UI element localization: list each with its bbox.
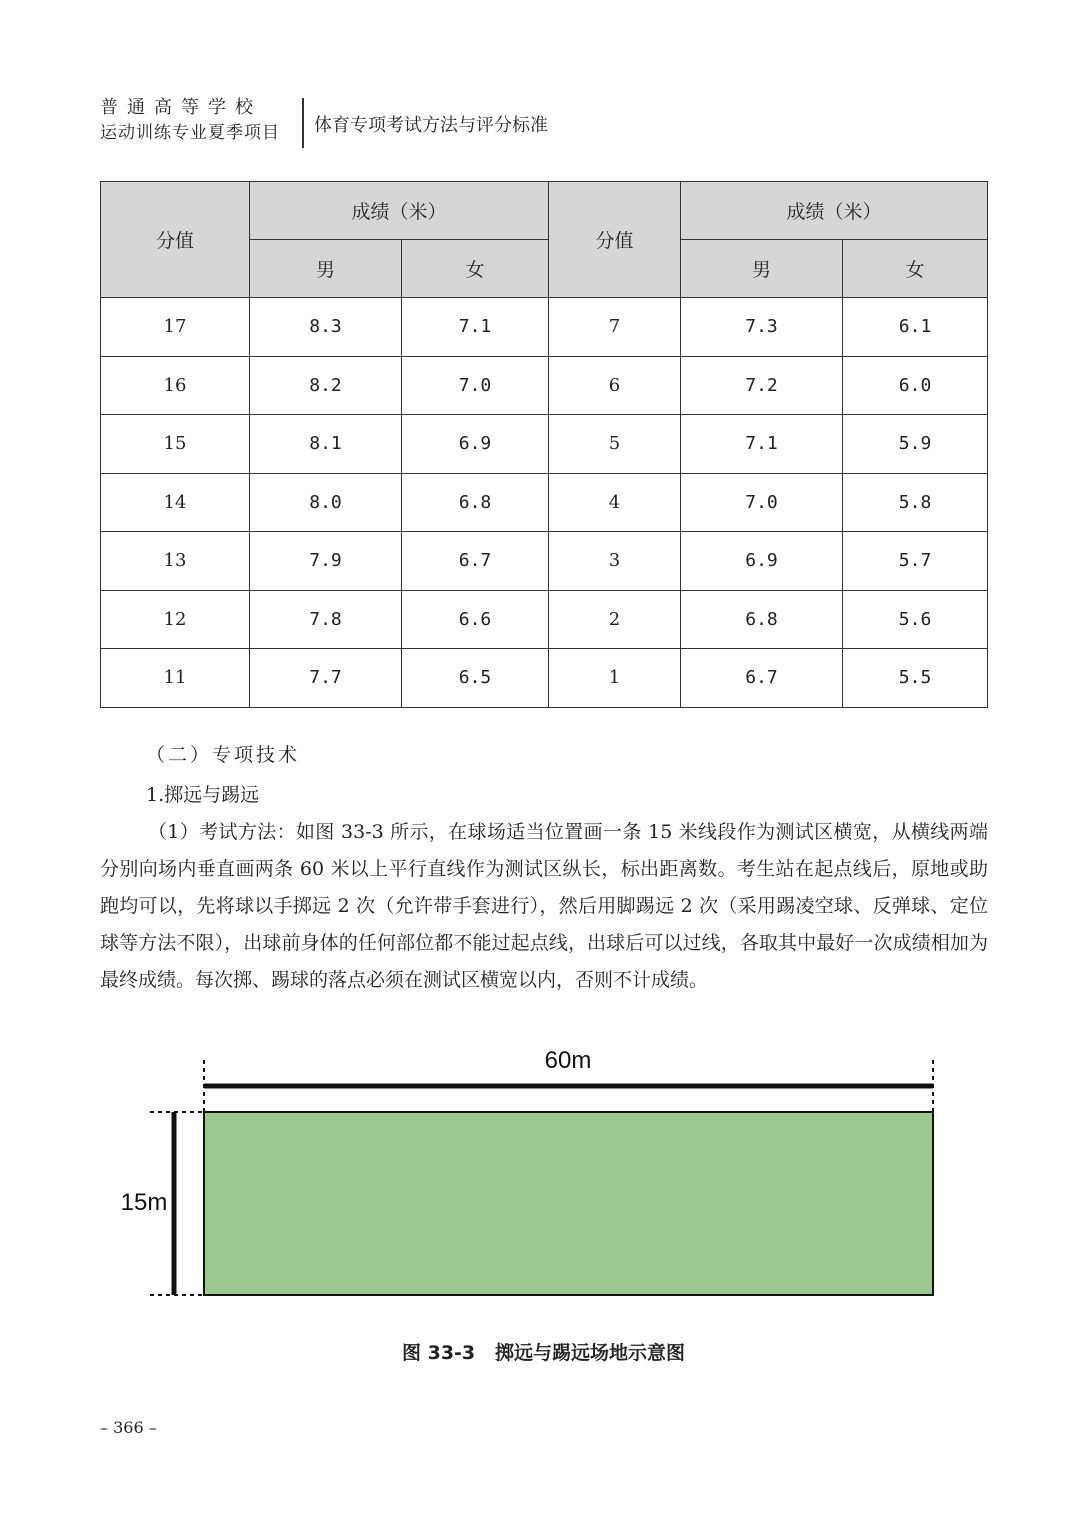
female-result-cell: 6.8	[402, 473, 549, 532]
table-row	[101, 532, 988, 591]
table-row	[101, 649, 988, 708]
header-male-right: 男	[681, 240, 843, 298]
female-result-cell: 6.0	[843, 356, 988, 415]
female-result-cell: 6.9	[402, 415, 549, 474]
table-row	[101, 415, 988, 474]
score-cell: 3	[549, 532, 681, 591]
male-result-cell: 6.9	[681, 532, 843, 591]
page-number: – 366 –	[100, 1418, 157, 1437]
score-cell: 15	[101, 415, 250, 474]
male-result-cell: 7.0	[681, 473, 843, 532]
score-cell: 17	[101, 298, 250, 357]
test-area	[204, 1112, 933, 1295]
male-result-cell: 7.7	[250, 649, 402, 708]
female-result-cell: 5.5	[843, 649, 988, 708]
score-cell: 7	[549, 298, 681, 357]
female-result-cell: 5.6	[843, 590, 988, 649]
header-female-right: 女	[843, 240, 988, 298]
header-divider	[302, 98, 304, 148]
header-school: 普通高等学校	[100, 97, 262, 118]
length-label: 60m	[544, 1047, 592, 1074]
score-cell: 14	[101, 473, 250, 532]
male-result-cell: 6.7	[681, 649, 843, 708]
score-cell: 13	[101, 532, 250, 591]
field-diagram	[100, 1040, 987, 1320]
score-cell: 6	[549, 356, 681, 415]
male-result-cell: 7.3	[681, 298, 843, 357]
female-result-cell: 6.1	[843, 298, 988, 357]
female-result-cell: 7.1	[402, 298, 549, 357]
header-score-right: 分值	[549, 182, 681, 298]
figure-caption: 图 33-3 掷远与踢远场地示意图	[401, 1342, 685, 1364]
female-result-cell: 7.0	[402, 356, 549, 415]
section-title: （二）专项技术	[146, 744, 301, 766]
header-score-left: 分值	[101, 182, 250, 298]
table-row	[101, 473, 988, 532]
header-result-right: 成绩（米）	[681, 182, 988, 240]
male-result-cell: 7.2	[681, 356, 843, 415]
female-result-cell: 5.8	[843, 473, 988, 532]
male-result-cell: 8.2	[250, 356, 402, 415]
table-row	[101, 590, 988, 649]
score-cell: 1	[549, 649, 681, 708]
male-result-cell: 7.9	[250, 532, 402, 591]
score-cell: 11	[101, 649, 250, 708]
score-cell: 12	[101, 590, 250, 649]
female-result-cell: 5.7	[843, 532, 988, 591]
header-female-left: 女	[402, 240, 549, 298]
score-table-body	[101, 298, 988, 708]
header-left	[100, 96, 296, 146]
male-result-cell: 8.0	[250, 473, 402, 532]
table-row	[101, 298, 988, 357]
score-cell: 16	[101, 356, 250, 415]
sub-title: 1.掷远与踢远	[146, 784, 260, 806]
male-result-cell: 7.8	[250, 590, 402, 649]
score-cell: 2	[549, 590, 681, 649]
table-row	[101, 356, 988, 415]
score-cell: 4	[549, 473, 681, 532]
header-male-left: 男	[250, 240, 402, 298]
header-result-left: 成绩（米）	[250, 182, 549, 240]
female-result-cell: 5.9	[843, 415, 988, 474]
female-result-cell: 6.6	[402, 590, 549, 649]
male-result-cell: 8.3	[250, 298, 402, 357]
score-cell: 5	[549, 415, 681, 474]
female-result-cell: 6.5	[402, 649, 549, 708]
male-result-cell: 8.1	[250, 415, 402, 474]
female-result-cell: 6.7	[402, 532, 549, 591]
method-paragraph: （1）考试方法：如图 33-3 所示，在球场适当位置画一条 15 米线段作为测试区横宽，从横线两端分别向场内垂直画两条 60 米以上平行直线作为测试区纵长，标出距离数。考生站在起点线后，原地或助跑均可以，先将球以手掷远 2 次（允许带手套进行），然后用脚踢远 2 次（采用踢凌空球、反弹球、定位球等方法不限），出球前身体的任何部位都不能过起点线，出球后可以过线，各取其中最好一次成绩相加为最终成绩。每次掷、踢球的落点必须在测试区横宽以内，否则不计成绩。	[100, 821, 988, 991]
score-table	[100, 181, 988, 708]
header-book-title: 体育专项考试方法与评分标准	[314, 115, 548, 136]
male-result-cell: 7.1	[681, 415, 843, 474]
header-program: 运动训练专业夏季项目	[100, 123, 280, 143]
male-result-cell: 6.8	[681, 590, 843, 649]
width-label: 15m	[120, 1189, 168, 1216]
